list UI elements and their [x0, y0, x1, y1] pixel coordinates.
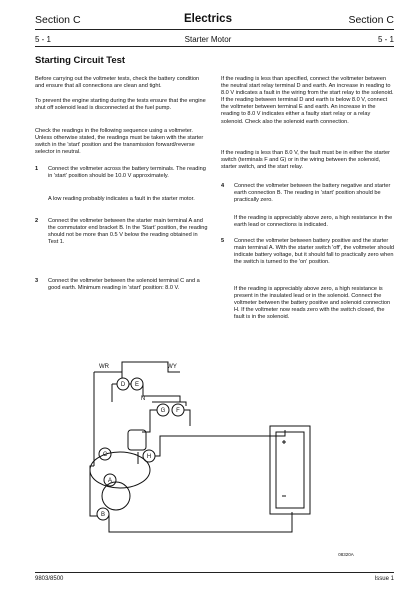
step-text: Connect the voltmeter across the battery terminals. The reading in 'start' position should be 10.0 V approximately.	[48, 166, 206, 180]
issue-number: Issue 1	[374, 576, 394, 582]
label-g: G	[160, 408, 166, 414]
page-title: Electrics	[184, 13, 232, 25]
step-number: 1	[35, 166, 39, 172]
step-number: 3	[35, 278, 39, 284]
step-text: Connect the voltmeter between battery positive and the starter main terminal A. With the starter switch 'off', the voltmeter should indicate battery voltage, but it should fall to practically zero when the switch is turned to the 'on' position.	[234, 238, 394, 266]
step-text: Connect the voltmeter between the starter main terminal A and the commutator end bracket B. In the 'Start' position, the reading should not be more than 0.5 V below the reading obtained in Test 1.	[48, 218, 208, 246]
label-wy: WY	[167, 364, 177, 370]
starter-end-bracket	[102, 482, 130, 510]
label-b: B	[100, 512, 106, 518]
result-paragraph: If the reading is less than specified, connect the voltmeter between the neutral start relay terminal D and earth. An increase in reading to 8.0 V indicates a fault in the wiring from the start relay to the solenoid. If the reading between terminal D and earth is below 8.0 V, connect the voltmeter between terminal E and earth. An increase in the reading to 8.0 V indicates either a faulty start relay or a relay solenoid. Check also the solenoid earth connection.	[221, 76, 394, 125]
label-n: N	[140, 396, 146, 402]
label-wr: WR	[99, 364, 109, 370]
step-1-note: A low reading probably indicates a fault in the starter motor.	[48, 196, 195, 202]
section-label-right: Section C	[348, 14, 394, 26]
solenoid-body	[128, 430, 146, 450]
label-e: E	[134, 382, 140, 388]
step-number: 2	[35, 218, 39, 224]
left-column	[35, 76, 209, 316]
figure-code: 08320A	[338, 552, 354, 557]
battery-positive-lead	[138, 430, 285, 464]
section-heading: Starting Circuit Test	[35, 55, 126, 66]
section-label-left: Section C	[35, 14, 81, 26]
label-d: D	[120, 382, 126, 388]
step-text: Connect the voltmeter between the battery negative and starter earth connection B. The reading in 'start' position should be practically zero.	[234, 183, 391, 204]
right-column	[221, 76, 394, 346]
header-rule	[35, 29, 394, 30]
step-number: 5	[221, 238, 225, 244]
starting-circuit-diagram	[60, 356, 360, 566]
label-f: F	[176, 408, 180, 414]
page-number-left: 5 - 1	[35, 35, 52, 44]
label-c: C	[102, 452, 108, 458]
label-a: A	[107, 478, 113, 484]
subheader-rule	[35, 46, 394, 47]
intro-paragraph: Before carrying out the voltmeter tests, check the battery condition and ensure that all connections are clean and tight.	[35, 76, 200, 90]
step-text: Connect the voltmeter between the solenoid terminal C and a good earth. Minimum reading in 'start' position: 8.0 V.	[48, 278, 200, 292]
footer-rule	[35, 572, 394, 573]
label-h: H	[146, 454, 152, 460]
result-paragraph-2: If the reading is less than 8.0 V, the fault must be in either the starter switch (terminals F and G) or in the wiring between the solenoid, starter switch, and the start relay.	[221, 150, 390, 171]
step-4-note: If the reading is appreciably above zero, a high resistance in the earth lead or connections is indicated.	[234, 215, 393, 229]
page-number-right: 5 - 1	[377, 35, 394, 44]
page-subtitle: Starter Motor	[184, 35, 232, 44]
battery-inner	[276, 432, 304, 508]
step-5-note: If the reading is appreciably above zero, a high resistance is present in the insulated lead or in the solenoid. Connect the voltmeter between the battery positive and solenoid connection H. If the voltmeter now reads zero with the switch closed, the fault is in the solenoid.	[234, 286, 391, 321]
earth-lead	[90, 466, 292, 532]
document-number: 9803/8500	[35, 576, 64, 582]
step-number: 4	[221, 183, 225, 189]
intro-paragraph-3: Check the readings in the following sequence using a voltmeter. Unless otherwise stated, the readings must be taken with the starter switch in the 'start' position and the transmission forward/reverse selector in neutral.	[35, 128, 204, 156]
intro-paragraph-2: To prevent the engine starting during the tests ensure that the engine shut off solenoid lead is disconnected at the fuel pump.	[35, 98, 206, 112]
